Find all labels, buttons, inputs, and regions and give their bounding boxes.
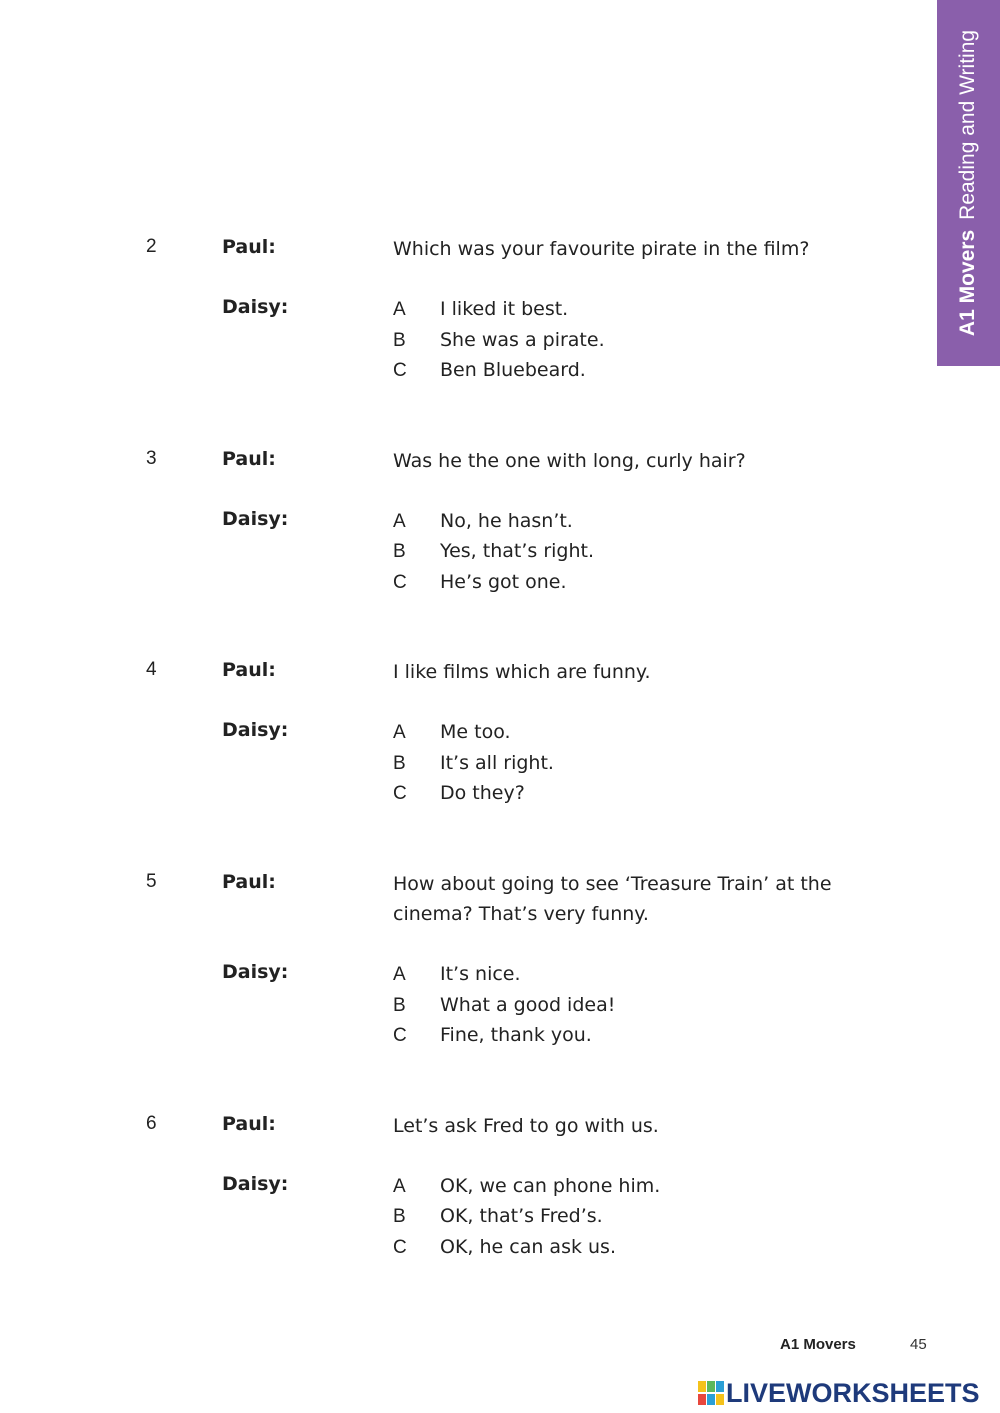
prompt-text: Was he the one with long, curly hair? [393, 450, 746, 472]
side-tab-level: A1 Movers [956, 229, 979, 337]
option-c[interactable] [393, 355, 586, 385]
option-a[interactable] [393, 717, 511, 747]
speaker-paul: Paul: [222, 1113, 276, 1135]
option-c[interactable] [393, 778, 525, 808]
option-letter: B [393, 753, 406, 774]
question-number: 3 [146, 448, 157, 469]
side-tab [937, 0, 1000, 366]
option-text: Yes, that’s right. [440, 540, 594, 562]
option-letter: B [393, 1206, 406, 1227]
speaker-paul: Paul: [222, 871, 276, 893]
option-text: OK, we can phone him. [440, 1175, 661, 1197]
question-number: 6 [146, 1113, 157, 1134]
option-text: Fine, thank you. [440, 1024, 592, 1046]
option-letter: C [393, 783, 407, 804]
option-letter: B [393, 995, 406, 1016]
option-text: Ben Bluebeard. [440, 359, 586, 381]
option-text: I liked it best. [440, 298, 569, 320]
speaker-daisy: Daisy: [222, 1173, 289, 1195]
option-b[interactable] [393, 748, 554, 778]
speaker-daisy: Daisy: [222, 961, 289, 983]
liveworksheets-logo-icon [698, 1381, 724, 1405]
question-number: 2 [146, 236, 157, 257]
option-text: No, he hasn’t. [440, 510, 573, 532]
option-letter: C [393, 1237, 407, 1258]
option-letter: A [393, 511, 406, 532]
watermark[interactable] [698, 1376, 980, 1410]
option-text: It’s all right. [440, 752, 554, 774]
option-a[interactable] [393, 959, 521, 989]
option-text: What a good idea! [440, 994, 616, 1016]
speaker-paul: Paul: [222, 236, 276, 258]
option-letter: B [393, 541, 406, 562]
option-b[interactable] [393, 990, 615, 1020]
option-text: She was a pirate. [440, 329, 605, 351]
option-c[interactable] [393, 567, 567, 597]
question-number: 4 [146, 659, 157, 680]
option-a[interactable] [393, 506, 573, 536]
prompt-text: I like films which are funny. [393, 661, 651, 683]
speaker-daisy: Daisy: [222, 508, 289, 530]
option-letter: A [393, 722, 406, 743]
speaker-paul: Paul: [222, 659, 276, 681]
option-letter: A [393, 1176, 406, 1197]
option-b[interactable] [393, 1201, 603, 1231]
option-letter: A [393, 299, 406, 320]
option-c[interactable] [393, 1232, 616, 1262]
option-letter: A [393, 964, 406, 985]
option-a[interactable] [393, 294, 568, 324]
page-number: 45 [910, 1336, 927, 1353]
option-letter: C [393, 1025, 407, 1046]
speaker-daisy: Daisy: [222, 296, 289, 318]
prompt-text: How about going to see ‘Treasure Train’ at the cinema? That’s very funny. [393, 873, 832, 925]
side-tab-label [956, 30, 980, 336]
prompt-text: Let’s ask Fred to go with us. [393, 1115, 659, 1137]
option-text: Me too. [440, 721, 511, 743]
option-text: It’s nice. [440, 963, 521, 985]
option-letter: B [393, 330, 406, 351]
option-text: He’s got one. [440, 571, 567, 593]
option-text: OK, that’s Fred’s. [440, 1205, 603, 1227]
option-text: Do they? [440, 782, 525, 804]
prompt-text: Which was your favourite pirate in the film? [393, 238, 810, 260]
side-tab-title: Reading and Writing [956, 29, 979, 220]
option-b[interactable] [393, 536, 594, 566]
option-text: OK, he can ask us. [440, 1236, 617, 1258]
option-letter: C [393, 360, 407, 381]
speaker-daisy: Daisy: [222, 719, 289, 741]
option-letter: C [393, 572, 407, 593]
footer-level: A1 Movers [780, 1336, 856, 1353]
option-c[interactable] [393, 1020, 592, 1050]
watermark-text: LIVEWORKSHEETS [726, 1377, 980, 1408]
option-b[interactable] [393, 325, 605, 355]
question-number: 5 [146, 871, 157, 892]
speaker-paul: Paul: [222, 448, 276, 470]
option-a[interactable] [393, 1171, 660, 1201]
